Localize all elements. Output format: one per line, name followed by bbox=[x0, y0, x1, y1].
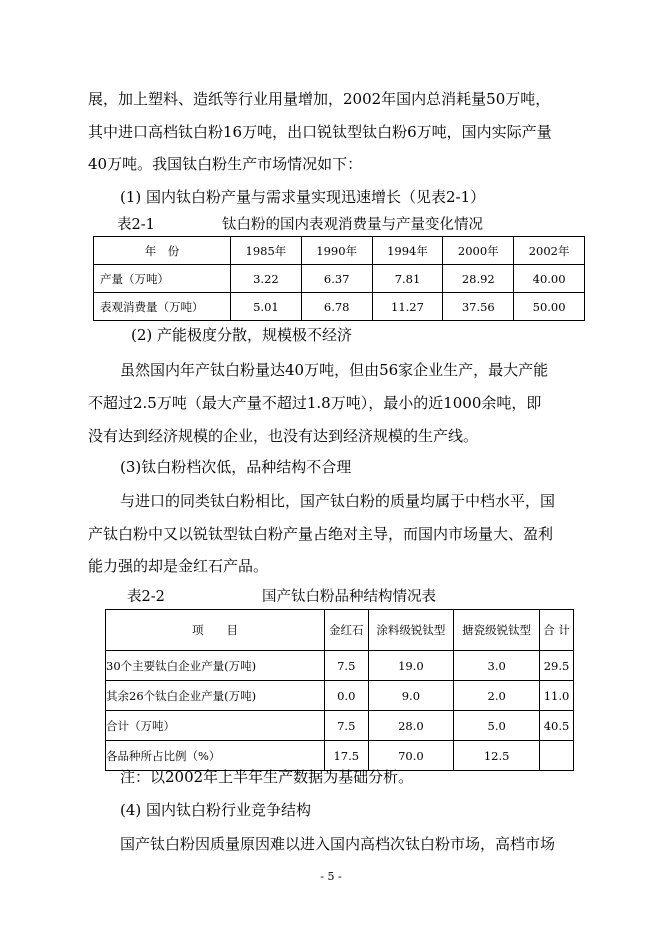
paragraph-line: 展，加上塑料、造纸等行业用量增加，2002年国内总消耗量50万吨， bbox=[88, 90, 551, 108]
paragraph-line: 能力强的却是金红石产品。 bbox=[88, 557, 269, 575]
paragraph-line: 产钛白粉中又以锐钛型钛白粉产量占绝对主导，而国内市场量大、盈利 bbox=[88, 525, 554, 543]
paragraph-line: 国产钛白粉因质量原因难以进入国内高档次钛白粉市场，高档市场 bbox=[120, 835, 556, 853]
table-cell: 5.0 bbox=[454, 711, 540, 741]
table-row bbox=[94, 293, 585, 321]
table-header-cell: 2002年 bbox=[514, 237, 585, 265]
table-header-cell: 1994年 bbox=[372, 237, 443, 265]
table-header-cell: 金红石 bbox=[325, 610, 369, 651]
table-header-cell: 合 计 bbox=[540, 610, 574, 651]
table-cell: 3.22 bbox=[231, 265, 302, 293]
table-cell: 37.56 bbox=[443, 293, 514, 321]
table-cell: 11.27 bbox=[372, 293, 443, 321]
table-cell: 0.0 bbox=[325, 681, 369, 711]
table-cell: 30个主要钛白企业产量(万吨) bbox=[106, 651, 325, 681]
table-cell bbox=[540, 741, 574, 771]
table-row bbox=[106, 711, 574, 741]
table-cell: 3.0 bbox=[454, 651, 540, 681]
table-cell: 5.01 bbox=[231, 293, 302, 321]
table-header-cell: 搪瓷级锐钛型 bbox=[454, 610, 540, 651]
paragraph-line: 40万吨。我国钛白粉生产市场情况如下： bbox=[88, 155, 363, 173]
note-text: 注：以2002年上半年生产数据为基础分析。 bbox=[120, 768, 414, 786]
table-header-cell: 年 份 bbox=[94, 237, 231, 265]
table-header-cell: 1990年 bbox=[301, 237, 372, 265]
table-cell: 17.5 bbox=[325, 741, 369, 771]
table1-label: 表2-1 bbox=[117, 217, 155, 233]
table-cell: 7.5 bbox=[325, 711, 369, 741]
table-cell: 28.92 bbox=[443, 265, 514, 293]
table-cell: 6.37 bbox=[301, 265, 372, 293]
table2-title: 国产钛白粉品种结构情况表 bbox=[262, 589, 436, 605]
paragraph-line: 其中进口高档钛白粉16万吨，出口锐钛型钛白粉6万吨，国内实际产量 bbox=[88, 123, 552, 141]
table-cell: 9.0 bbox=[368, 681, 454, 711]
table-header-cell: 2000年 bbox=[443, 237, 514, 265]
table-cell: 11.0 bbox=[540, 681, 574, 711]
table1-title: 钛白粉的国内表观消费量与产量变化情况 bbox=[222, 217, 483, 233]
table-cell: 12.5 bbox=[454, 741, 540, 771]
table-cell: 28.0 bbox=[368, 711, 454, 741]
table-header-row bbox=[106, 610, 574, 651]
page-number: - 5 - bbox=[320, 870, 342, 883]
table-cell: 合计（万吨） bbox=[106, 711, 325, 741]
paragraph-line: 没有达到经济规模的企业，也没有达到经济规模的生产线。 bbox=[88, 427, 479, 445]
table-cell: 50.00 bbox=[514, 293, 585, 321]
table-header-cell: 涂料级锐钛型 bbox=[368, 610, 454, 651]
section-heading: (1) 国内钛白粉产量与需求量实现迅速增长（见表2-1） bbox=[120, 188, 486, 206]
table1 bbox=[93, 236, 585, 321]
table-cell: 7.5 bbox=[325, 651, 369, 681]
paragraph-line: 不超过2.5万吨（最大产量不超过1.8万吨），最小的近1000余吨，即 bbox=[88, 394, 542, 412]
table-row bbox=[106, 741, 574, 771]
table-cell: 产量（万吨） bbox=[94, 265, 231, 293]
table-cell: 40.5 bbox=[540, 711, 574, 741]
table-row bbox=[106, 651, 574, 681]
section-heading: (2) 产能极度分散，规模极不经济 bbox=[131, 326, 353, 344]
table-cell: 表观消费量（万吨） bbox=[94, 293, 231, 321]
table-cell: 70.0 bbox=[368, 741, 454, 771]
paragraph-line: 虽然国内年产钛白粉量达40万吨，但由56家企业生产，最大产能 bbox=[120, 361, 549, 379]
table-row bbox=[94, 265, 585, 293]
table-header-row bbox=[94, 237, 585, 265]
table-cell: 6.78 bbox=[301, 293, 372, 321]
table-header-cell: 项 目 bbox=[106, 610, 325, 651]
table-header-cell: 1985年 bbox=[231, 237, 302, 265]
section-heading: (3)钛白粉档次低，品种结构不合理 bbox=[120, 458, 352, 476]
table-row bbox=[106, 681, 574, 711]
table-cell: 各品种所占比例（%） bbox=[106, 741, 325, 771]
table-cell: 40.00 bbox=[514, 265, 585, 293]
table-cell: 29.5 bbox=[540, 651, 574, 681]
table-cell: 2.0 bbox=[454, 681, 540, 711]
paragraph-line: 与进口的同类钛白粉相比，国产钛白粉的质量均属于中档水平，国 bbox=[120, 492, 556, 510]
table-cell: 19.0 bbox=[368, 651, 454, 681]
table-cell: 其余26个钛白企业产量(万吨) bbox=[106, 681, 325, 711]
table-cell: 7.81 bbox=[372, 265, 443, 293]
table2 bbox=[105, 609, 574, 771]
section-heading: (4) 国内钛白粉行业竞争结构 bbox=[120, 801, 312, 819]
table2-label: 表2-2 bbox=[127, 589, 165, 605]
